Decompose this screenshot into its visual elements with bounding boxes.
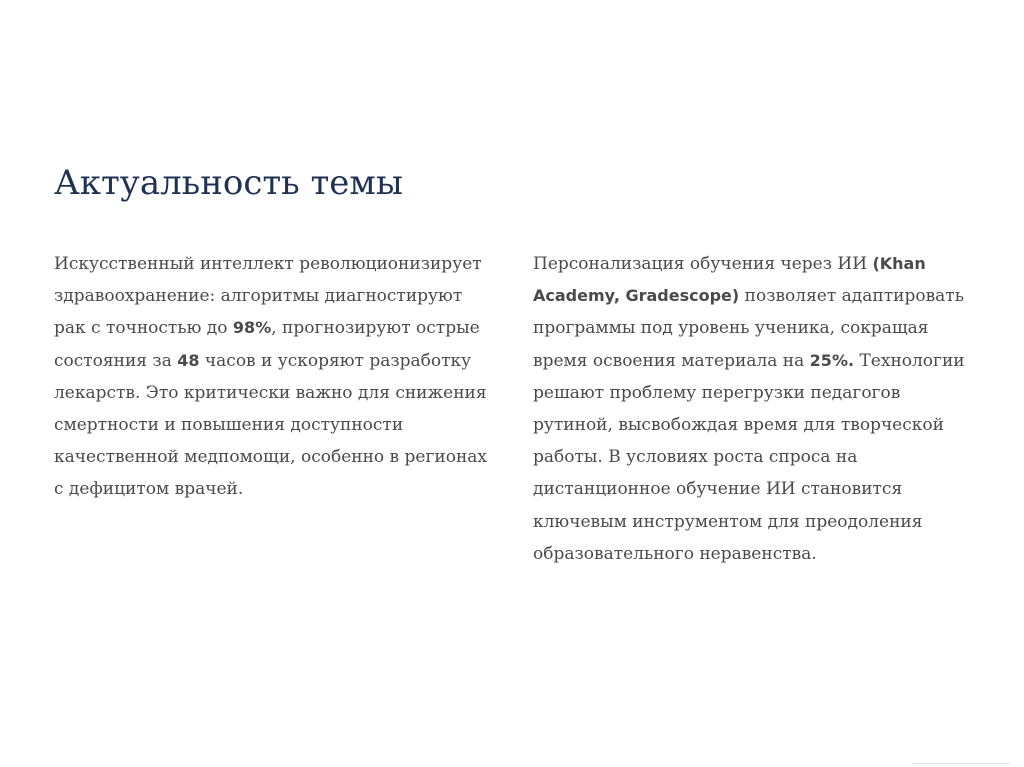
highlight-platforms: (Khan bbox=[872, 254, 926, 273]
text-run: образовательного неравенства. bbox=[533, 543, 817, 564]
highlight-platforms: Academy, Gradescope) bbox=[533, 286, 740, 306]
paragraph-line bbox=[533, 409, 973, 441]
text-run: лекарств. Это критически важно для снижения bbox=[54, 382, 487, 403]
text-run: часов и ускоряют разработку bbox=[199, 350, 472, 371]
paragraph-line bbox=[54, 473, 494, 505]
paragraph-line bbox=[533, 345, 973, 377]
highlight-time-reduction: 25%. bbox=[809, 350, 855, 370]
text-run: работы. В условиях роста спроса на bbox=[533, 447, 858, 468]
text-run: позволяет адаптировать bbox=[739, 286, 964, 307]
text-run: время освоения материала на bbox=[533, 350, 810, 371]
text-run: рутиной, высвобождая время для творческой bbox=[533, 415, 944, 436]
paragraph-line bbox=[54, 280, 494, 312]
text-run: рак с точностью до bbox=[54, 318, 233, 339]
text-run: ключевым инструментом для преодоления bbox=[533, 511, 923, 532]
text-run: Искусственный интеллект революционизирует bbox=[54, 254, 482, 274]
slide-title: Актуальность темы bbox=[54, 163, 403, 203]
text-run: состояния за bbox=[54, 350, 178, 371]
paragraph-line bbox=[54, 441, 494, 473]
paragraph-line bbox=[533, 312, 973, 344]
left-text-column bbox=[54, 248, 494, 506]
text-run: программы под уровень ученика, сокращая bbox=[533, 318, 929, 339]
highlight-hours: 48 bbox=[177, 350, 200, 370]
paragraph-line bbox=[54, 312, 494, 344]
text-run: Персонализация обучения через ИИ bbox=[533, 254, 873, 274]
paragraph-line bbox=[54, 345, 494, 377]
paragraph-line bbox=[533, 473, 973, 505]
paragraph-line bbox=[533, 377, 973, 409]
right-text-column bbox=[533, 248, 973, 570]
text-run: , прогнозируют острые bbox=[271, 318, 480, 339]
paragraph-line bbox=[533, 506, 973, 538]
paragraph-line bbox=[533, 248, 973, 280]
divider bbox=[912, 763, 1010, 764]
text-run: качественной медпомощи, особенно в регионах bbox=[54, 447, 487, 468]
text-run: Технологии bbox=[854, 350, 965, 371]
paragraph-line bbox=[533, 441, 973, 473]
text-run: решают проблему перегрузки педагогов bbox=[533, 382, 901, 403]
text-run: смертности и повышения доступности bbox=[54, 415, 404, 436]
highlight-accuracy: 98% bbox=[232, 318, 272, 338]
text-run: с дефицитом врачей. bbox=[54, 479, 244, 500]
paragraph-line bbox=[54, 377, 494, 409]
paragraph-line bbox=[54, 248, 494, 280]
text-run: здравоохранение: алгоритмы диагностируют bbox=[54, 286, 463, 307]
paragraph-line bbox=[533, 280, 973, 312]
paragraph-line bbox=[54, 409, 494, 441]
paragraph-line bbox=[533, 538, 973, 570]
text-run: дистанционное обучение ИИ становится bbox=[533, 479, 903, 500]
